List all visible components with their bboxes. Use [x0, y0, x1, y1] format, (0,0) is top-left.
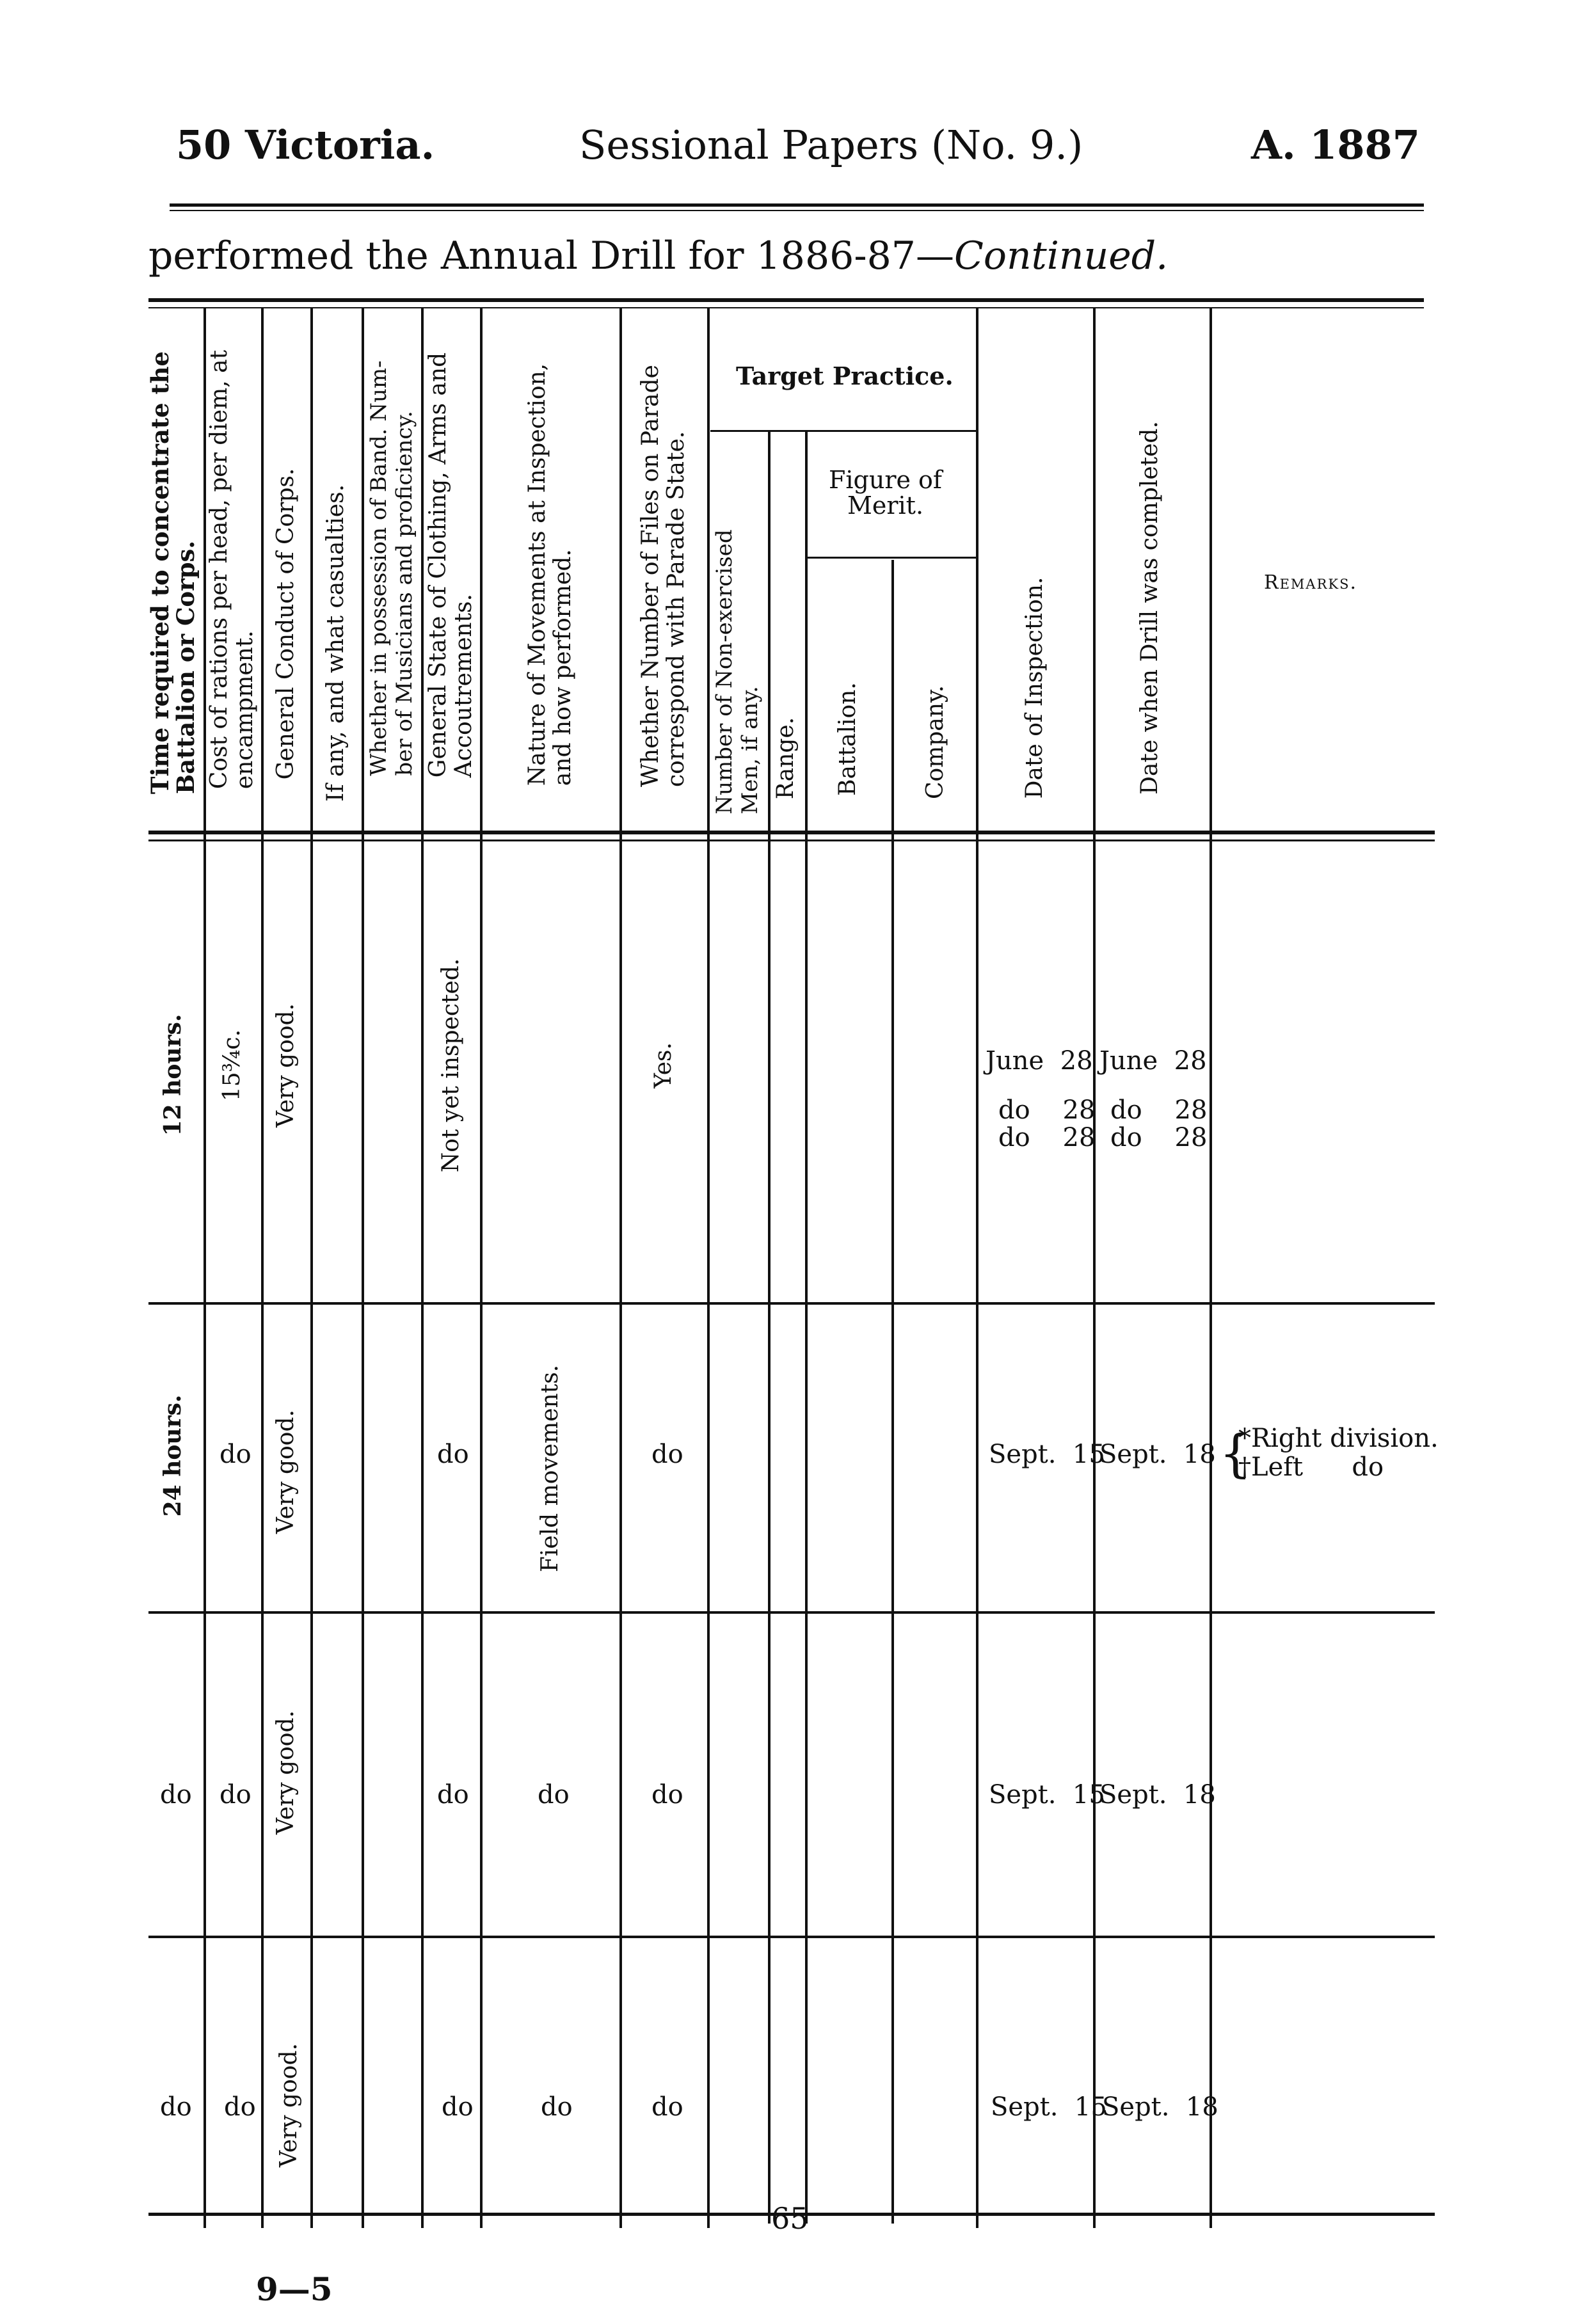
- column-divider: [976, 308, 978, 2228]
- column-divider: [891, 560, 894, 2224]
- col-header-band: Whether in possession of Band. Num- ber of Musicians and proficiency.: [366, 360, 417, 776]
- table-row-1-comp-1: June 28: [1099, 1046, 1207, 1076]
- table-row-2-movements: Field movements.: [537, 1364, 563, 1573]
- table-row-2-conduct: Very good.: [273, 1410, 299, 1534]
- header-bottom-rule: [148, 831, 1435, 834]
- table-row-2-files: do: [651, 1440, 683, 1469]
- column-divider: [619, 308, 622, 2228]
- page-number: 65: [771, 2201, 809, 2236]
- col-header-date-completed: Date when Drill was completed.: [1137, 421, 1163, 795]
- column-divider: [362, 308, 364, 2228]
- header-rule-thin: [170, 210, 1424, 211]
- table-row-4-time: do: [160, 2092, 192, 2122]
- subtitle-italic: Continued.: [954, 234, 1169, 278]
- table-row-4-comp: Sept. 18: [1102, 2092, 1218, 2122]
- table-row-1-clothing: Not yet inspected.: [438, 958, 464, 1173]
- table-row-3-files: do: [651, 1780, 683, 1810]
- table-row-3-cost: do: [220, 1780, 252, 1810]
- col-header-battalion: Battalion.: [834, 682, 861, 796]
- table-row-2-cost: do: [220, 1440, 252, 1469]
- table-top-rule: [148, 298, 1424, 302]
- header-left: 50 Victoria.: [176, 122, 435, 168]
- target-practice-rule: [710, 430, 976, 432]
- column-divider: [707, 308, 710, 2228]
- col-header-time: Time required to concentrate the Battalion or Corps.: [146, 351, 200, 795]
- table-row-4-cost: do: [224, 2092, 256, 2122]
- column-divider: [805, 432, 808, 2224]
- table-row-2-remarks-1: *Right division.: [1238, 1424, 1439, 1453]
- header-right: A. 1887: [1251, 122, 1420, 168]
- table-subtitle: [148, 234, 1168, 278]
- col-header-movements: Nature of Movements at Inspection, and how performed.: [524, 363, 576, 786]
- column-divider: [1210, 308, 1212, 2228]
- col-header-company: Company.: [922, 685, 948, 800]
- col-header-conduct: General Conduct of Corps.: [273, 468, 299, 780]
- col-header-range: Range.: [772, 717, 799, 800]
- table-row-4-insp: Sept. 15: [991, 2092, 1107, 2122]
- table-row-3-insp: Sept. 15: [989, 1780, 1105, 1810]
- table-row-4-clothing: do: [442, 2092, 474, 2122]
- col-header-cost: Cost of rations per head, per diem, at encampment.: [206, 349, 258, 790]
- table-row-1-comp-2: do 28: [1110, 1095, 1208, 1125]
- table-row-1-insp-1: June 28: [986, 1046, 1093, 1076]
- table-row-1-conduct: Very good.: [273, 1003, 299, 1127]
- column-divider: [310, 308, 313, 2228]
- table-row-2-remarks-brace: {: [1219, 1424, 1252, 1483]
- col-header-clothing: General State of Clothing, Arms and Accoutrements.: [425, 352, 477, 778]
- table-top-rule-2: [148, 307, 1424, 308]
- table-row-4-files: do: [651, 2092, 683, 2122]
- table-row-2-insp: Sept. 15: [989, 1440, 1105, 1469]
- column-divider: [421, 308, 424, 2228]
- col-header-nonexercised: Number of Non-exercised Men, if any.: [712, 529, 763, 815]
- table-row-3-clothing: do: [437, 1780, 469, 1810]
- col-header-target-practice: Target Practice.: [736, 362, 954, 390]
- column-divider: [1093, 308, 1096, 2228]
- header-center: Sessional Papers (No. 9.): [579, 122, 1083, 168]
- column-divider: [768, 432, 771, 2224]
- row-separator: [148, 1936, 1435, 1938]
- signature-mark: 9—5: [256, 2270, 333, 2308]
- column-divider: [480, 308, 483, 2228]
- table-row-3-movements: do: [538, 1780, 570, 1810]
- figure-merit-rule: [808, 557, 977, 559]
- table-row-2-remarks-2: †Left do: [1238, 1452, 1384, 1482]
- table-row-4-conduct: Very good.: [276, 2043, 302, 2167]
- table-row-1-files: Yes.: [650, 1042, 676, 1088]
- table-row-1-insp-2: do 28: [998, 1095, 1096, 1125]
- col-header-casualties: If any, and what casualties.: [323, 484, 349, 802]
- table-row-2-time: 24 hours.: [159, 1394, 186, 1517]
- header-rule: [170, 203, 1424, 207]
- row-separator: [148, 1611, 1435, 1614]
- col-header-figure-of-merit: Figure of Merit.: [829, 466, 942, 520]
- subtitle-text: performed the Annual Drill for 1886-87—: [148, 234, 954, 278]
- table-row-2-clothing: do: [437, 1440, 469, 1469]
- table-row-1-comp-3: do 28: [1110, 1123, 1208, 1152]
- col-header-files: Whether Number of Files on Parade correspond with Parade State.: [637, 365, 689, 787]
- table-row-2-comp: Sept. 18: [1099, 1440, 1216, 1469]
- table-row-4-movements: do: [541, 2092, 573, 2122]
- table-row-3-comp: Sept. 18: [1099, 1780, 1216, 1810]
- column-divider: [261, 308, 264, 2228]
- col-header-remarks: Remarks.: [1264, 571, 1358, 594]
- table-row-1-cost: 15¾c.: [219, 1029, 245, 1102]
- row-separator: [148, 1302, 1435, 1305]
- table-row-3-time: do: [160, 1780, 192, 1810]
- col-header-date-inspection: Date of Inspection.: [1021, 577, 1048, 799]
- table-row-3-conduct: Very good.: [273, 1710, 299, 1835]
- table-row-1-time: 12 hours.: [159, 1014, 186, 1136]
- header-bottom-rule-2: [148, 840, 1435, 841]
- table-row-1-insp-3: do 28: [998, 1123, 1096, 1152]
